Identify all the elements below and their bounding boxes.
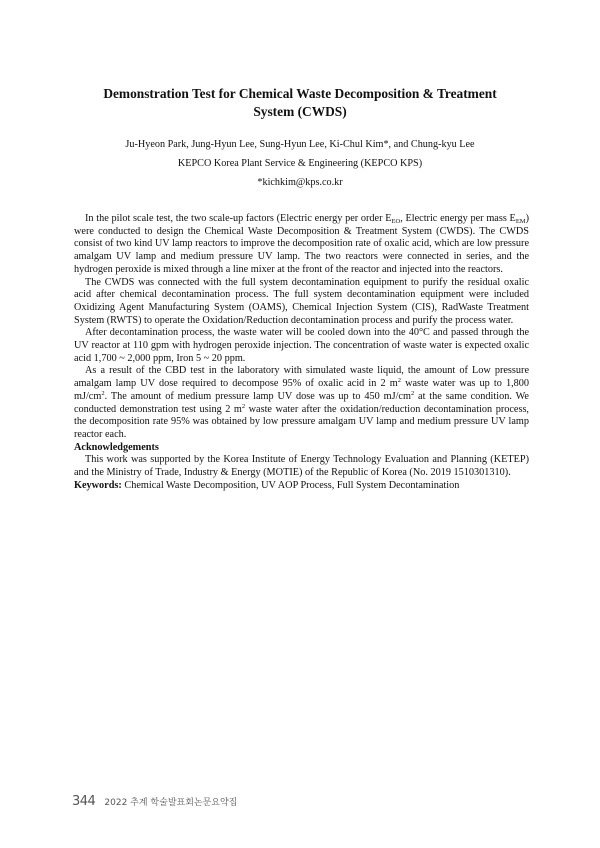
p1-text-a: In the pilot scale test, the two scale-up factors (Electric energy per order E bbox=[85, 213, 392, 224]
paragraph-3: After decontamination process, the waste water will be cooled down into the 40°C and passed through the UV reactor at 110 gpm with hydrogen peroxide injection. The concentration of waste water is expected oxalic acid 1,700 ~ 2,000 ppm, Iron 5 ~ 20 ppm. bbox=[74, 327, 529, 364]
author-list: Ju-Hyeon Park, Jung-Hyun Lee, Sung-Hyun Lee, Ki-Chul Kim*, and Chung-kyu Lee bbox=[125, 139, 475, 150]
p4-superscript-1: 2 bbox=[397, 377, 401, 385]
paragraph-4 bbox=[74, 365, 529, 441]
paragraph-1 bbox=[74, 213, 529, 277]
p4-text-b: waste water was up to 1,800 mJ/cm bbox=[74, 378, 530, 402]
p4-superscript-3: 2 bbox=[410, 389, 415, 397]
acknowledgements-heading: Acknowledgements bbox=[74, 441, 159, 453]
p4-text-d: at the same condition. We conducted demonstration test using 2 m bbox=[74, 390, 529, 415]
paragraph-2: The CWDS was connected with the full system decontamination equipment to purify the residual oxalic acid after chemical decontamination process. The full system decontamination equipment were included Oxidizing Agent Manufacturing System (OAMS), Chemical Injection System (CIS), RadWaste Treatment System (RWTS) to operate the Oxidation/Reduction decontamination process and purify the process water. bbox=[74, 276, 529, 326]
p4-text-e: waste water after the oxidation/reduction decontamination process, the decomposition rate 95% was obtained by low pressure amalgam UV lamp and medium pressure UV lamp reactor each. bbox=[74, 403, 529, 440]
p4-superscript-2: 2 bbox=[101, 389, 105, 397]
p4-superscript-4: 2 bbox=[241, 402, 246, 410]
keywords-text: Chemical Waste Decomposition, UV AOP Process, Full System Decontamination bbox=[121, 479, 460, 491]
p1-subscript-eo: EO bbox=[391, 218, 401, 225]
acknowledgements-text: This work was supported by the Korea Institute of Energy Technology Evaluation and Planning (KETEP) and the Ministry of Trade, Industry & Energy (MOTIE) of the Republic of Korea (No. 2019 1510301310). bbox=[74, 454, 529, 479]
p1-text-c: ) were conducted to design the Chemical Waste Decomposition & Treatment System (CWDS). The CWDS consist of two kind UV lamp reactors to improve the decomposition rate of oxalic acid, which are low pressure amalgam UV lamp and medium pressure UV lamp. The two reactors were connected in series, and the hydrogen peroxide is mixed through a line mixer at the front of the reactor and injected into the reactors. bbox=[74, 213, 529, 275]
paper-title: Demonstration Test for Chemical Waste Decomposition & Treatment System (CWDS) bbox=[103, 86, 497, 119]
keywords-label: Keywords: bbox=[74, 479, 122, 491]
p4-text-a: As a result of the CBD test in the laboratory with simulated waste liquid, the amount of Low pressure amalgam lamp UV dose required to decompose 95% of oxalic acid in 2 m bbox=[74, 365, 529, 390]
keywords-line bbox=[74, 480, 529, 493]
page-footer bbox=[72, 790, 237, 809]
page-number: 344 bbox=[72, 794, 96, 809]
proceedings-name: 2022 추계 학술발표회논문요약집 bbox=[104, 798, 238, 808]
p1-text-b: , Electric energy per mass E bbox=[400, 213, 516, 224]
p4-text-c: . The amount of medium pressure lamp UV dose was up to 450 mJ/cm bbox=[104, 390, 411, 402]
corresponding-email: *kichkim@kps.co.kr bbox=[257, 177, 343, 188]
p1-subscript-em: EM bbox=[515, 218, 526, 225]
affiliation: KEPCO Korea Plant Service & Engineering (KEPCO KPS) bbox=[177, 158, 423, 169]
abstract-body bbox=[74, 213, 529, 492]
